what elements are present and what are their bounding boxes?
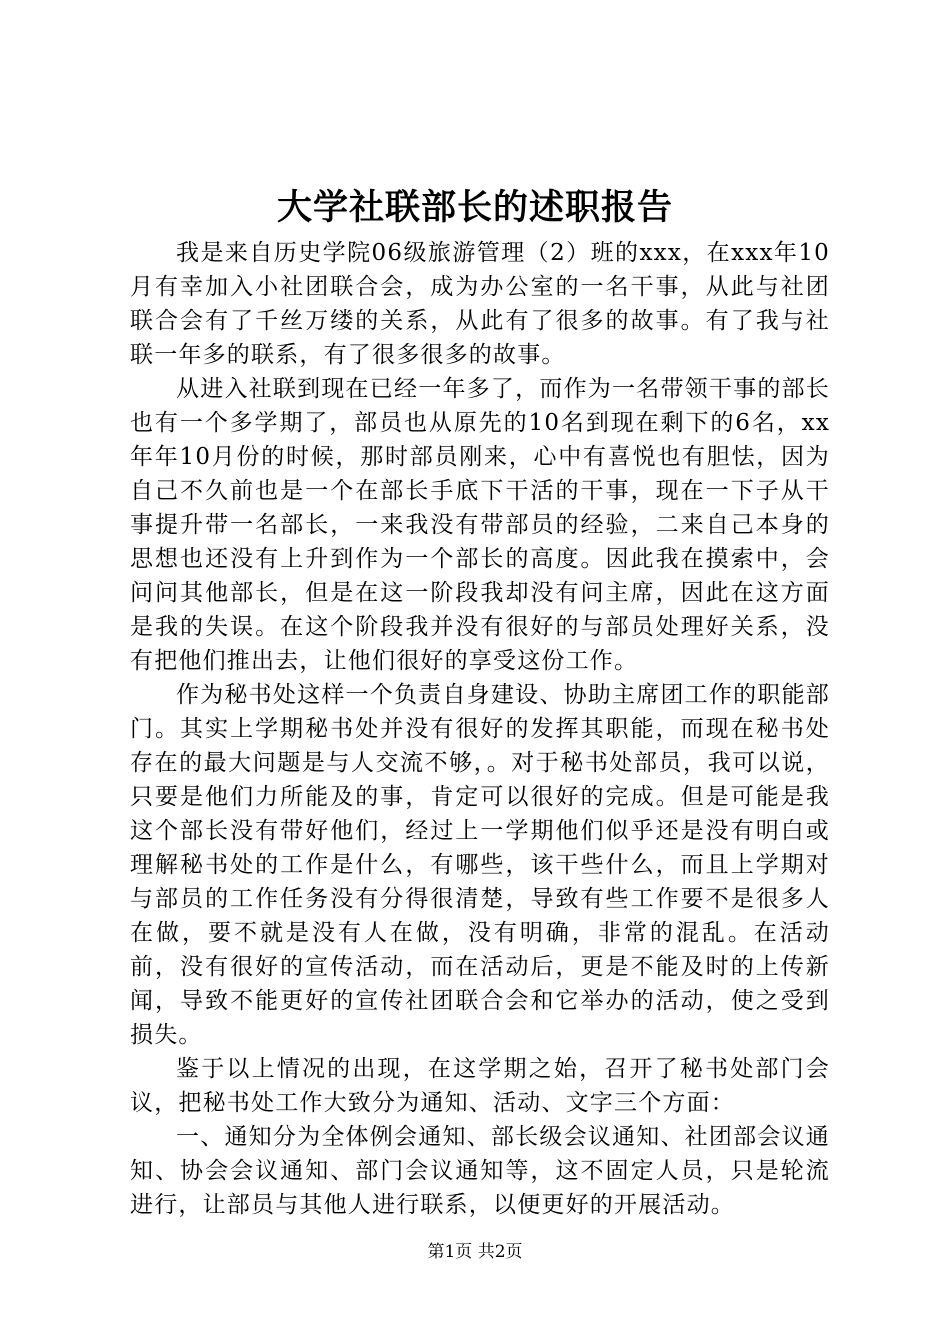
page-number-footer: 第1页 共2页 (427, 1242, 523, 1262)
paragraph: 我是来自历史学院06级旅游管理（2）班的xxx，在xxx年10月有幸加入小社团联合会，成为办公室的一名干事，从此与社团联合会有了千丝万缕的关系，从此有了很多的故事。有了我与社联一年多的联系，有了很多很多的故事。 (130, 240, 830, 368)
document-body (130, 236, 830, 1222)
document-title: 大学社联部长的述职报告 (276, 187, 673, 228)
paragraph: 一、通知分为全体例会通知、部长级会议通知、社团部会议通知、协会会议通知、部门会议通知等，这不固定人员，只是轮流进行，让部员与其他人进行联系，以便更好的开展活动。 (130, 1124, 830, 1218)
paragraph: 从进入社联到现在已经一年多了，而作为一名带领干事的部长也有一个多学期了，部员也从原先的10名到现在剩下的6名，xx年年10月份的时候，那时部员刚来，心中有喜悦也有胆怯，因为自己不久前也是一个在部长手底下干活的干事，现在一下子从干事提升带一名部长，一来我没有带部员的经验，二来自己本身的思想也还没有上升到作为一个部长的高度。因此我在摸索中，会问问其他部长，但是在这一阶段我却没有问主席，因此在这方面是我的失误。在这个阶段我并没有很好的与部员处理好关系，没有把他们推出去，让他们很好的享受这份工作。 (130, 376, 830, 674)
paragraph: 作为秘书处这样一个负责自身建设、协助主席团工作的职能部门。其实上学期秘书处并没有很好的发挥其职能，而现在秘书处存在的最大问题是与人交流不够，。对于秘书处部员，我可以说，只要是他们力所能及的事，肯定可以很好的完成。但是可能是我这个部长没有带好他们，经过上一学期他们似乎还是没有明白或理解秘书处的工作是什么，有哪些，该干些什么，而且上学期对与部员的工作任务没有分得很清楚，导致有些工作要不是很多人在做，要不就是没有人在做，没有明确，非常的混乱。在活动前，没有很好的宣传活动，而在活动后，更是不能及时的上传新闻，导致不能更好的宣传社团联合会和它举办的活动，使之受到损失。 (130, 682, 830, 1048)
paragraph: 鉴于以上情况的出现，在这学期之始，召开了秘书处部门会议，把秘书处工作大致分为通知、活动、文字三个方面： (130, 1056, 830, 1116)
